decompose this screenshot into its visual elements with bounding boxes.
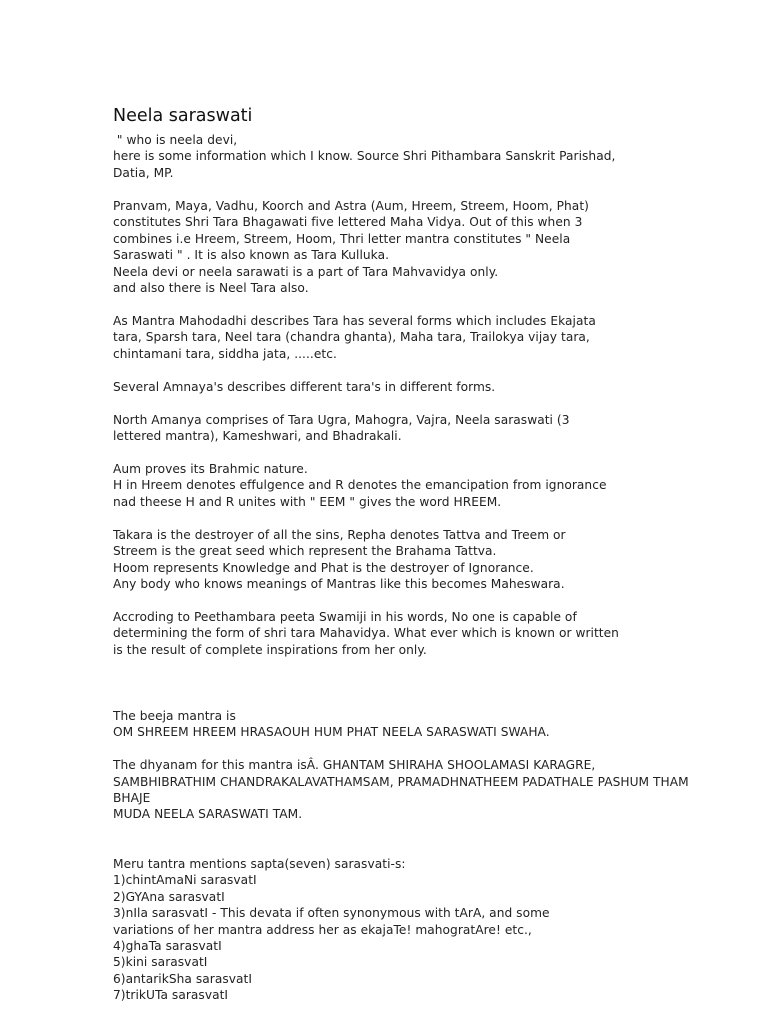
text-line: Several Amnaya's describes different tara's in different forms. [113,379,496,394]
text-line: Streem is the great seed which represent the Brahama Tattva. [113,544,497,559]
text-line: 7)trikUTa sarasvatI [113,988,229,1003]
document-body [113,132,758,1004]
text-line: Pranvam, Maya, Vadhu, Koorch and Astra (Aum, Hreem, Streem, Hoom, Phat) [113,198,589,213]
text-line: tara, Sparsh tara, Neel tara (chandra ghanta), Maha tara, Trailokya vijay tara, [113,330,590,345]
blank-line [113,510,758,526]
blank-line [113,741,758,757]
blank-line [113,362,758,378]
text-line: 3)nIla sarasvatI - This devata if often synonymous with tArA, and some [113,906,550,921]
text-line: and also there is Neel Tara also. [113,281,309,296]
blank-line [113,297,758,313]
document-title: Neela saraswati [113,106,253,126]
text-line: Datia, MP. [113,165,174,180]
text-line: MUDA NEELA SARASWATI TAM. [113,807,303,822]
text-line: lettered mantra), Kameshwari, and Bhadrakali. [113,429,402,444]
text-line: 1)chintAmaNi sarasvatI [113,873,257,888]
text-line: SAMBHIBRATHIM CHANDRAKALAVATHAMSAM, PRAMADHNATHEEM PADATHALE PASHUM THAM [113,774,689,789]
blank-line [113,839,758,855]
text-line: Meru tantra mentions sapta(seven) sarasvati-s: [113,856,406,871]
text-line: Hoom represents Knowledge and Phat is the destroyer of Ignorance. [113,560,534,575]
text-line: The dhyanam for this mantra isÂ. GHANTAM SHIRAHA SHOOLAMASI KARAGRE, [113,758,596,773]
blank-line [113,675,758,691]
text-line: constitutes Shri Tara Bhagawati five lettered Maha Vidya. Out of this when 3 [113,215,583,230]
text-line: The beeja mantra is [113,708,236,723]
document-page [113,104,758,1004]
text-line: here is some information which I know. Source Shri Pithambara Sanskrit Parishad, [113,149,616,164]
text-line: Saraswati " . It is also known as Tara Kulluka. [113,248,390,263]
text-line: 5)kini sarasvatI [113,955,208,970]
text-line: variations of her mantra address her as ekajaTe! mahogratAre! etc., [113,922,532,937]
text-line: determining the form of shri tara Mahavidya. What ever which is known or written [113,626,619,641]
blank-line [113,658,758,674]
blank-line [113,395,758,411]
text-line: nad theese H and R unites with " EEM " gives the word HREEM. [113,494,502,509]
text-line: North Amanya comprises of Tara Ugra, Mahogra, Vajra, Neela saraswati (3 [113,412,570,427]
text-line: Any body who knows meanings of Mantras like this becomes Maheswara. [113,577,565,592]
text-line: Takara is the destroyer of all the sins, Repha denotes Tattva and Treem or [113,527,566,542]
text-line: " who is neela devi, [113,133,238,147]
text-line: 2)GYAna sarasvatI [113,889,225,904]
text-line: 6)antarikSha sarasvatI [113,971,253,986]
text-line: OM SHREEM HREEM HRASAOUH HUM PHAT NEELA SARASWATI SWAHA. [113,725,550,740]
text-line: As Mantra Mahodadhi describes Tara has several forms which includes Ekajata [113,313,596,328]
blank-line [113,445,758,461]
blank-line [113,691,758,707]
blank-line [113,593,758,609]
text-line: is the result of complete inspirations from her only. [113,642,427,657]
text-line: chintamani tara, siddha jata, .....etc. [113,346,337,361]
text-line: H in Hreem denotes effulgence and R denotes the emancipation from ignorance [113,478,607,493]
blank-line [113,181,758,197]
text-line: 4)ghaTa sarasvatI [113,939,222,953]
text-line: BHAJE [113,790,151,805]
blank-line [113,823,758,839]
text-line: Accroding to Peethambara peeta Swamiji in his words, No one is capable of [113,610,577,625]
text-line: Neela devi or neela sarawati is a part of Tara Mahvavidya only. [113,264,499,279]
text-line: combines i.e Hreem, Streem, Hoom, Thri letter mantra constitutes " Neela [113,231,571,246]
text-line: Aum proves its Brahmic nature. [113,461,308,476]
